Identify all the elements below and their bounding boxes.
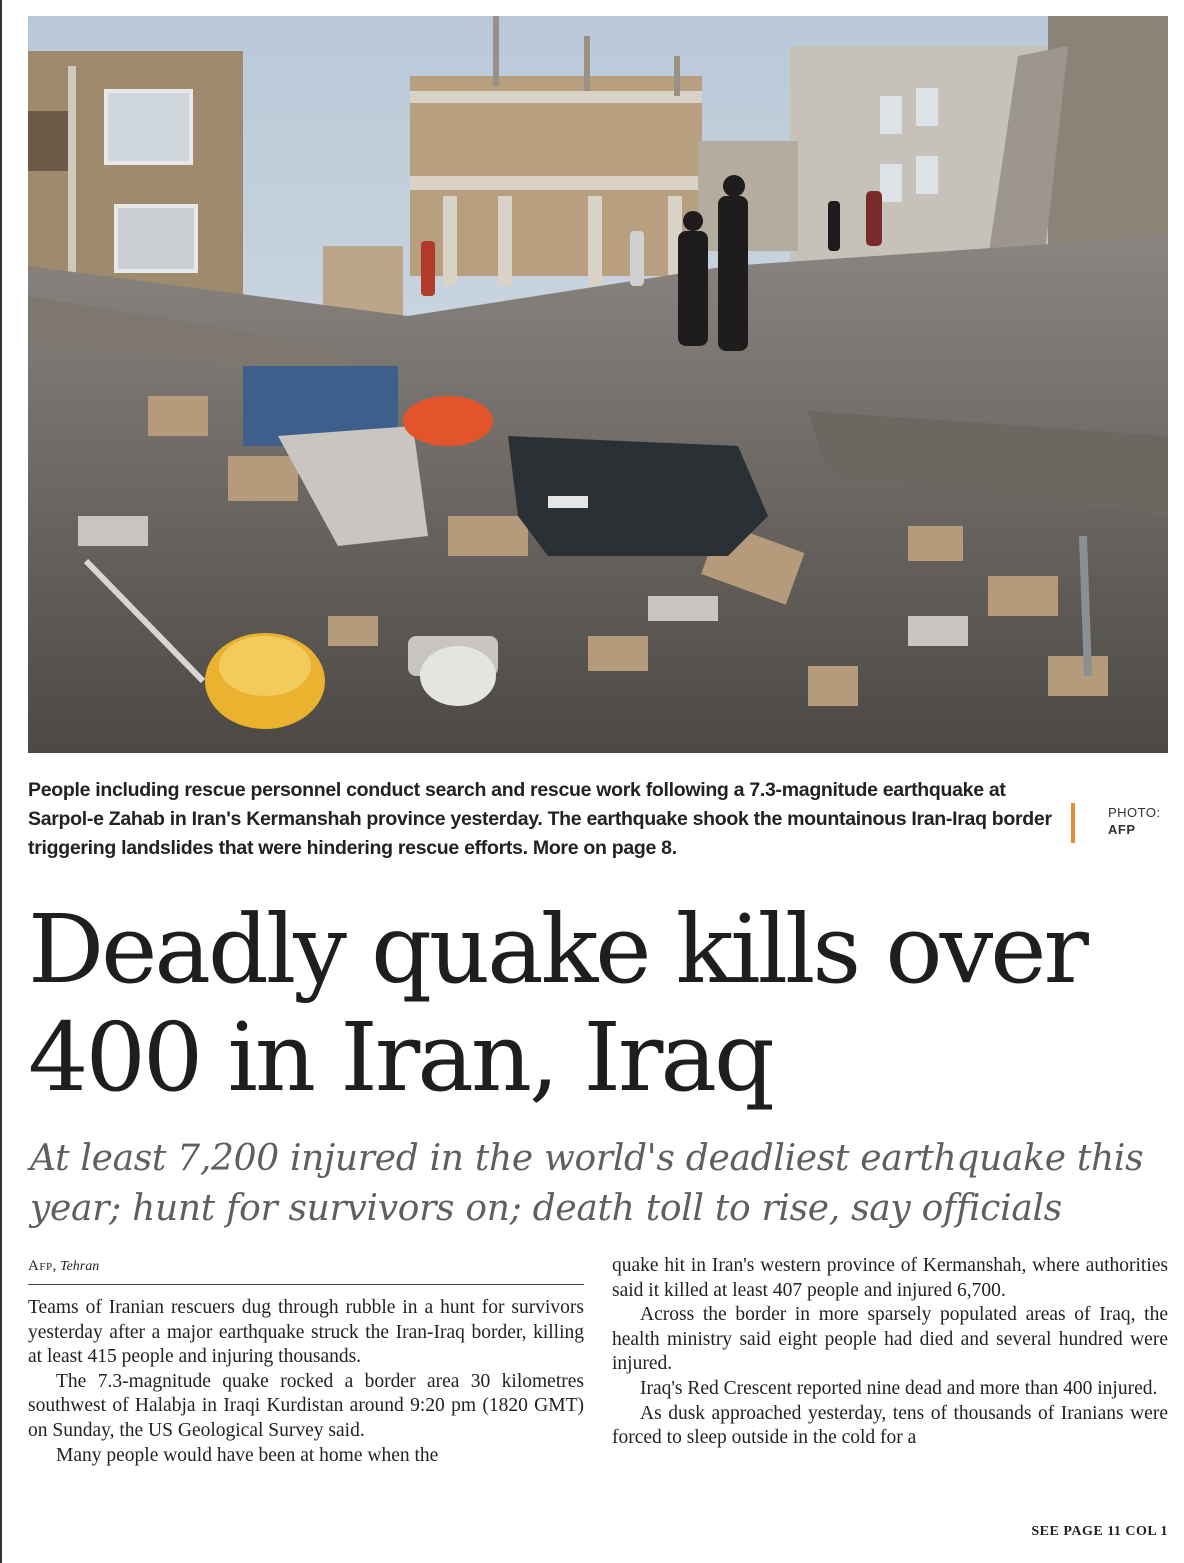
continued-jump-line: SEE PAGE 11 COL 1 bbox=[1031, 1524, 1168, 1539]
paragraph: As dusk approached yesterday, tens of thousands of Iranians were forced to sleep outside in the cold for a bbox=[612, 1402, 1168, 1449]
article-column-2 bbox=[612, 1254, 1168, 1451]
article-column-1 bbox=[28, 1296, 584, 1468]
byline-place: Tehran bbox=[60, 1259, 100, 1274]
subheadline-deck: At least 7,200 injured in the world's deadliest earthquake this year; hunt for survivors on; death toll to rise, say officials bbox=[30, 1138, 1144, 1229]
headline-line-1: Deadly quake kills over bbox=[28, 895, 1086, 1005]
byline: Afp, Tehran bbox=[28, 1258, 100, 1274]
paragraph: Iraq's Red Crescent reported nine dead and more than 400 injured. bbox=[640, 1377, 1158, 1399]
paragraph: Many people would have been at home when the bbox=[56, 1444, 439, 1466]
paragraph: The 7.3-magnitude quake rocked a border area 30 kilometres southwest of Halabja in Iraqi Kurdistan around 9:20 pm (1820 GMT) on Sunday, the US Geological Survey said. bbox=[28, 1370, 584, 1441]
paragraph: Across the border in more sparsely populated areas of Iraq, the health ministry said eight people had died and several hundred were injured. bbox=[612, 1304, 1168, 1375]
photo-credit-label: PHOTO: bbox=[1108, 805, 1161, 820]
paragraph: Teams of Iranian rescuers dug through rubble in a hunt for survivors yesterday after a major earthquake struck the Iran-Iraq border, killing at least 415 people and injuring thousands. bbox=[28, 1297, 584, 1368]
page-left-rule bbox=[0, 0, 2, 1563]
earthquake-rubble-photo bbox=[28, 16, 1168, 753]
photo-credit-agency: AFP bbox=[1108, 822, 1136, 837]
photo-credit bbox=[1108, 804, 1161, 838]
photo-credit-bar bbox=[1071, 803, 1075, 843]
byline-agency: Afp bbox=[28, 1258, 53, 1274]
paragraph: quake hit in Iran's western province of Kermanshah, where authorities said it killed at least 407 people and injured 6,700. bbox=[612, 1255, 1168, 1301]
photo-caption: People including rescue personnel conduct search and rescue work following a 7.3-magnitude earthquake at Sarpol-e Zahab in Iran's Kermanshah province yesterday. The earthquake shook the mountainous Iran-Iraq border triggering landslides that were hindering rescue efforts. More on page 8. bbox=[28, 779, 1052, 859]
byline-rule bbox=[28, 1284, 584, 1285]
headline bbox=[28, 896, 1178, 1112]
headline-line-2: 400 in Iran, Iraq bbox=[28, 1003, 772, 1113]
